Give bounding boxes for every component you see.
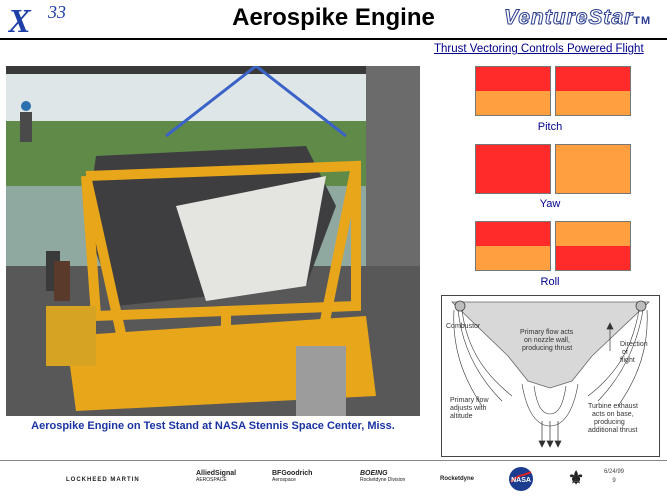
engine-test-stand-photo bbox=[6, 66, 420, 416]
yaw-left-top-segment bbox=[476, 145, 550, 170]
trademark-mark: TM bbox=[633, 15, 652, 27]
label-combustor: Combustor bbox=[446, 323, 481, 330]
label-primary-flow-1: Primary flow acts bbox=[520, 329, 574, 336]
roll-right-bottom-segment bbox=[556, 246, 630, 270]
roll-panel-right bbox=[555, 221, 631, 271]
aerospike-flow-diagram bbox=[441, 295, 660, 457]
slide-date: 6/24/99 bbox=[604, 469, 625, 475]
pitch-label: Pitch bbox=[537, 121, 563, 133]
rocketdyne-logo: Rocketdyne bbox=[440, 476, 475, 482]
boeing-sub: Rocketdyne Division bbox=[360, 477, 406, 483]
x33-logo-number: 33 bbox=[48, 2, 66, 22]
roll-left-top-segment bbox=[476, 222, 550, 247]
alliedsignal-name: AlliedSignal bbox=[196, 470, 237, 477]
venturestar-name: VentureStar bbox=[504, 6, 634, 29]
label-primary-flow-3: producing thrust bbox=[522, 345, 573, 352]
label-turbine-3: producing bbox=[594, 419, 625, 426]
sverdrup-logo: ⚜ bbox=[568, 468, 585, 488]
photo-caption: Aerospike Engine on Test Stand at NASA Stennis Space Center, Miss. bbox=[31, 420, 395, 432]
section-subtitle: Thrust Vectoring Controls Powered Flight bbox=[434, 43, 644, 55]
label-adjusts-3: altitude bbox=[450, 413, 473, 420]
roll-left-bottom-segment bbox=[476, 246, 550, 270]
pitch-right-bottom-segment bbox=[556, 91, 630, 115]
roll-panel-left bbox=[475, 221, 551, 271]
combustor-left-icon bbox=[455, 301, 465, 311]
lockheed-martin-logo: LOCKHEED MARTIN bbox=[66, 477, 140, 483]
boeing-logo bbox=[360, 470, 405, 483]
label-turbine-4: additional thrust bbox=[588, 427, 638, 434]
label-turbine-1: Turbine exhaust bbox=[588, 403, 638, 410]
label-adjusts-2: adjusts with bbox=[450, 405, 487, 412]
slide-date-page bbox=[604, 468, 624, 486]
header-divider bbox=[0, 38, 667, 40]
nasa-logo-text: NASA bbox=[511, 477, 531, 484]
x33-logo-letter: X bbox=[8, 3, 31, 36]
pitch-left-top-segment bbox=[476, 67, 550, 92]
bfgoodrich-sub: Aerospace bbox=[272, 477, 296, 483]
pitch-left-bottom-segment bbox=[476, 91, 550, 115]
yaw-right-top-segment bbox=[556, 145, 630, 170]
label-primary-flow-2: on nozzle wall, bbox=[524, 337, 570, 344]
roll-right-top-segment bbox=[556, 222, 630, 247]
combustor-right-icon bbox=[636, 301, 646, 311]
footer-divider bbox=[0, 460, 667, 461]
boeing-name: BOEING bbox=[360, 470, 388, 477]
label-turbine-2: acts on base, bbox=[592, 411, 634, 418]
label-direction-1: Direction bbox=[620, 341, 648, 348]
label-adjusts-1: Primary flow bbox=[450, 397, 489, 404]
slide-title: Aerospike Engine bbox=[232, 4, 435, 31]
pitch-right-top-segment bbox=[556, 67, 630, 92]
yaw-panel-right bbox=[555, 144, 631, 194]
bfgoodrich-name: BFGoodrich bbox=[272, 470, 313, 477]
page-number: 9 bbox=[612, 478, 616, 484]
pitch-panel-right bbox=[555, 66, 631, 116]
nasa-logo bbox=[508, 466, 534, 494]
yaw-left-bottom-segment bbox=[476, 169, 550, 193]
label-direction-3: flight bbox=[620, 357, 635, 364]
bfgoodrich-logo bbox=[272, 470, 312, 483]
pitch-panel-left bbox=[475, 66, 551, 116]
yaw-panel-left bbox=[475, 144, 551, 194]
label-direction-2: of bbox=[622, 349, 628, 356]
alliedsignal-logo bbox=[196, 470, 236, 483]
alliedsignal-sub: AEROSPACE bbox=[196, 477, 227, 483]
roll-label: Roll bbox=[540, 276, 560, 288]
yaw-label: Yaw bbox=[539, 198, 561, 210]
venturestar-logo bbox=[504, 6, 651, 30]
yaw-right-bottom-segment bbox=[556, 169, 630, 193]
